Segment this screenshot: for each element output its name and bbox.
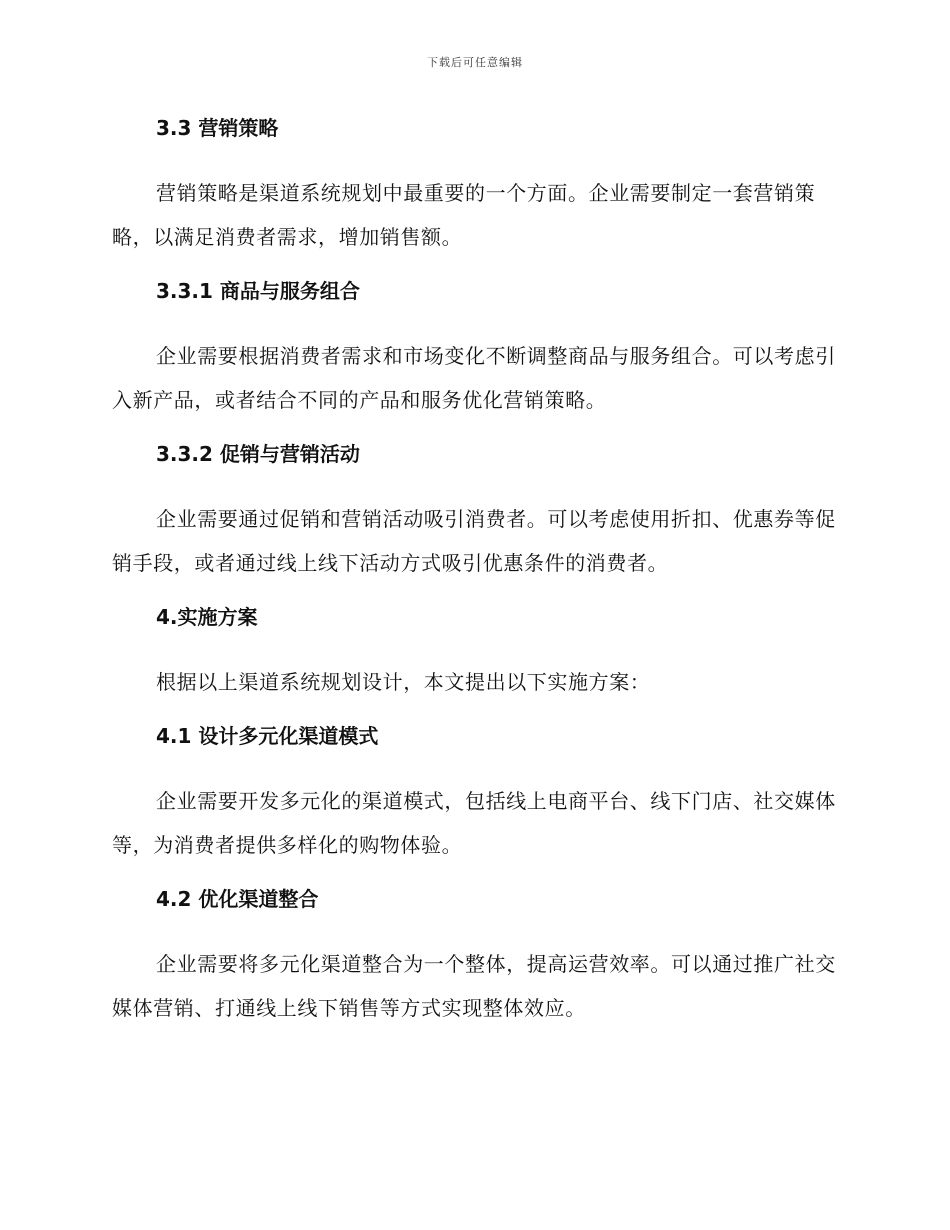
section-heading-3-3-1: 3.3.1 商品与服务组合	[156, 279, 360, 303]
section-heading-4-2: 4.2 优化渠道整合	[156, 887, 319, 911]
paragraph-channel-integration: 企业需要将多元化渠道整合为一个整体，提高运营效率。可以通过推广社交媒体营销、打通线上线下销售等方式实现整体效应。	[112, 952, 836, 1020]
paragraph-promotion-activities: 企业需要通过促销和营销活动吸引消费者。可以考虑使用折扣、优惠券等促销手段，或者通过线上线下活动方式吸引优惠条件的消费者。	[112, 507, 836, 575]
paragraph-diversified-channels: 企业需要开发多元化的渠道模式，包括线上电商平台、线下门店、社交媒体等，为消费者提供多样化的购物体验。	[112, 789, 836, 857]
section-heading-3-3: 3.3 营销策略	[156, 116, 279, 140]
section-heading-3-3-2: 3.3.2 促销与营销活动	[156, 442, 360, 466]
section-heading-4: 4.实施方案	[156, 605, 258, 629]
paragraph-marketing-strategy: 营销策略是渠道系统规划中最重要的一个方面。企业需要制定一套营销策略，以满足消费者需求，增加销售额。	[112, 181, 816, 249]
section-heading-4-1: 4.1 设计多元化渠道模式	[156, 724, 379, 748]
page-header: 下载后可任意编辑	[427, 56, 523, 69]
paragraph-implementation-intro: 根据以上渠道系统规划设计，本文提出以下实施方案：	[156, 670, 651, 694]
document-body	[112, 112, 836, 1030]
paragraph-product-service-mix: 企业需要根据消费者需求和市场变化不断调整商品与服务组合。可以考虑引入新产品，或者结合不同的产品和服务优化营销策略。	[112, 344, 836, 412]
